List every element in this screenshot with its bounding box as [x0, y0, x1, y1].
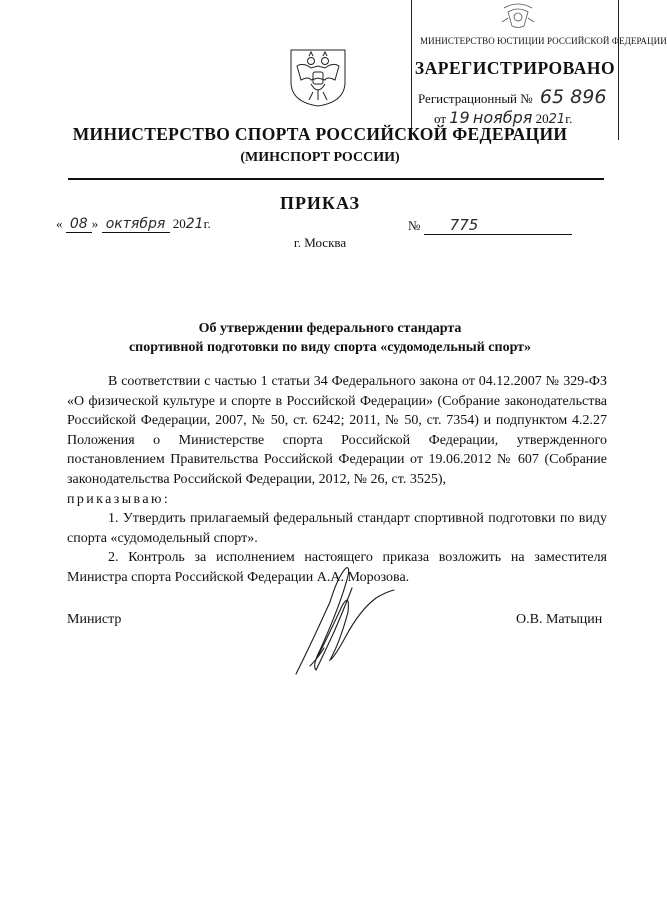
order-subject: [60, 319, 600, 357]
stamp-registered-title: ЗАРЕГИСТРИРОВАНО: [414, 58, 616, 78]
registration-stamp: [411, 0, 667, 140]
coat-of-arms-icon: [287, 46, 349, 108]
order-date-open-quote: «: [56, 216, 63, 231]
header-divider: [68, 178, 604, 180]
body-paragraph-1: В соответствии с частью 1 статьи 34 Федерального закона от 04.12.2007 № 329-ФЗ «О физической культуре и спорте в Российской Федерации» (Собрание законодательства Российской Федерации, 2007, № 50, ст. 6242; 2011, № 50, ст. 7354) и подпунктом 4.2.27 Положения о Министерстве спорта Российской Федерации, утвержденного постановлением Правительства Российской Федерации от 19.06.2012 № 607 (Собрание законодательства Российской Федерации, 2012, № 26, ст. 3525),: [67, 374, 607, 487]
stamp-number-value: 65 896: [539, 86, 607, 108]
subject-line-2: спортивной подготовки по виду спорта «судомодельный спорт»: [128, 340, 532, 355]
order-number: [408, 216, 572, 235]
order-title: ПРИКАЗ: [279, 193, 361, 213]
stamp-number-label: Регистрационный №: [418, 91, 533, 106]
signer-title: Министр: [67, 612, 122, 627]
order-date: [56, 216, 211, 233]
order-body: [67, 372, 607, 588]
stamp-emblem-icon: [500, 2, 536, 30]
stamp-date-prefix: от: [434, 111, 447, 126]
body-item-2: 2. Контроль за исполнением настоящего приказа возложить на заместителя Министра спорта Российской Федерации А.А. Морозова.: [67, 550, 607, 585]
ministry-short-name: (МИНСПОРТ РОССИИ): [240, 150, 400, 165]
stamp-date-day: 19: [449, 108, 470, 127]
stamp-date-month: ноября: [472, 108, 533, 127]
stamp-number-row: [418, 86, 606, 108]
handwritten-signature: [290, 562, 400, 680]
stamp-date-year-prefix: 20: [535, 111, 549, 126]
signer-name: О.В. Матыцин: [516, 612, 603, 627]
stamp-date-year-suffix: 21: [548, 112, 566, 127]
body-item-1: 1. Утвердить прилагаемый федеральный стандарт спортивной подготовки по виду спорта «судомодельный спорт».: [67, 511, 607, 546]
order-number-value: 775: [424, 216, 572, 235]
order-date-close-quote: »: [91, 216, 99, 231]
order-city: г. Москва: [293, 235, 347, 250]
orders-word: приказываю:: [67, 491, 171, 507]
stamp-ministry-name: МИНИСТЕРСТВО ЮСТИЦИИ РОССИЙСКОЙ ФЕДЕРАЦИИ: [420, 36, 667, 46]
order-number-label: №: [408, 218, 421, 233]
order-date-day: 08: [66, 216, 92, 233]
order-date-month: октября: [102, 216, 170, 233]
order-date-year-prefix: 20: [172, 216, 186, 231]
order-date-suffix: г.: [203, 216, 211, 231]
stamp-date-suffix: г.: [565, 111, 573, 126]
subject-line-1: Об утверждении федерального стандарта: [198, 321, 462, 336]
ministry-title: МИНИСТЕРСТВО СПОРТА РОССИЙСКОЙ ФЕДЕРАЦИИ: [72, 124, 568, 144]
order-date-year-suffix: 21: [185, 216, 204, 232]
